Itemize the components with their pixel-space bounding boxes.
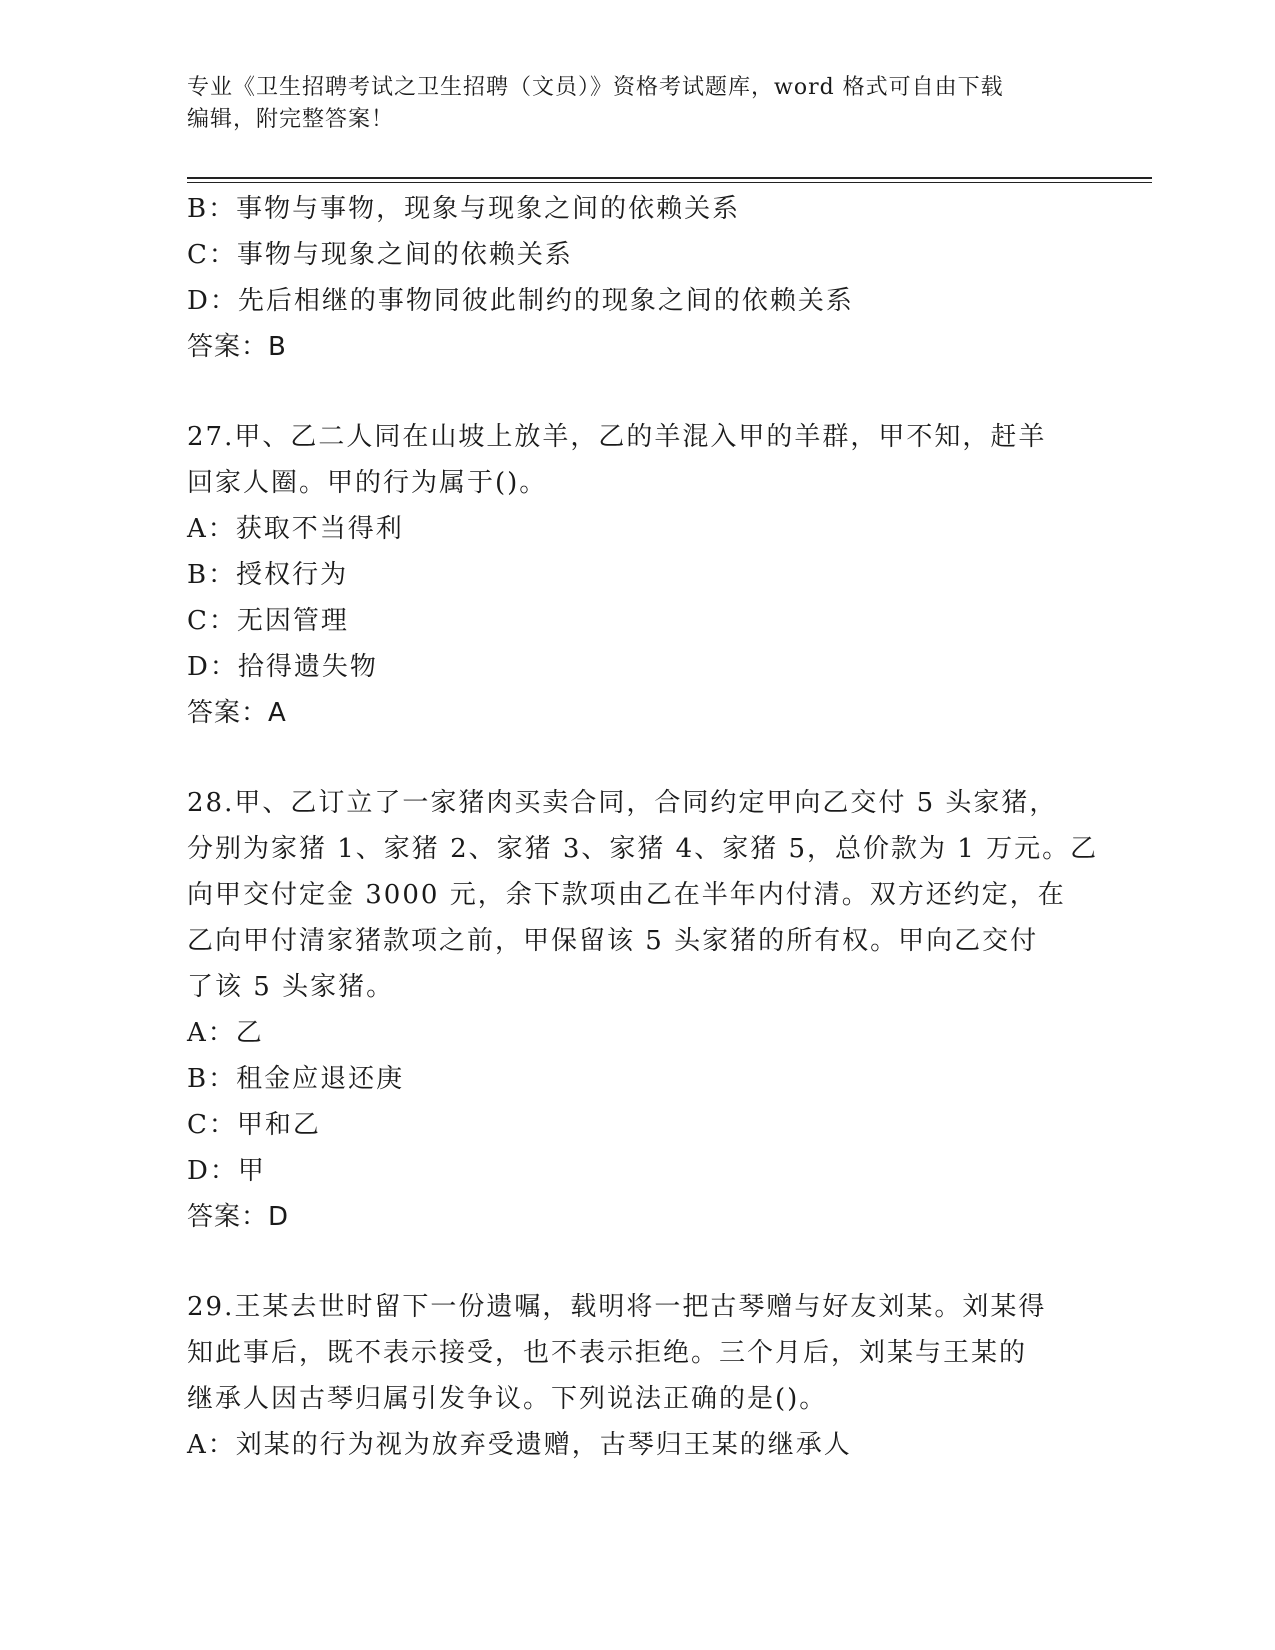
header-rule-thin	[187, 182, 1152, 183]
question-stem-line: 27.甲、乙二人同在山坡上放羊，乙的羊混入甲的羊群，甲不知，赶羊	[187, 422, 1047, 452]
option-d: D：拾得遗失物	[187, 652, 378, 682]
question-stem-line: 29.王某去世时留下一份遗嘱，载明将一把古琴赠与好友刘某。刘某得	[187, 1292, 1047, 1322]
option-c: C：事物与现象之间的依赖关系	[187, 240, 573, 270]
question-stem-line: 乙向甲付清家猪款项之前，甲保留该 5 头家猪的所有权。甲向乙交付	[187, 926, 1039, 956]
option-a: A：获取不当得利	[187, 514, 404, 544]
question-stem-line: 了该 5 头家猪。	[187, 972, 395, 1002]
option-b: B：事物与事物，现象与现象之间的依赖关系	[187, 194, 741, 224]
option-c: C：甲和乙	[187, 1110, 321, 1140]
option-d: D：甲	[187, 1156, 266, 1186]
question-list	[187, 186, 1099, 1468]
question-stem-line: 继承人因古琴归属引发争议。下列说法正确的是()。	[187, 1384, 828, 1414]
question-28	[187, 780, 1099, 1240]
question-stem-line: 知此事后，既不表示接受，也不表示拒绝。三个月后，刘某与王某的	[187, 1338, 1028, 1368]
header-line-1: 专业《卫生招聘考试之卫生招聘（文员）》资格考试题库，word 格式可自由下载	[187, 75, 1004, 100]
question-stem-line: 28.甲、乙订立了一家猪肉买卖合同，合同约定甲向乙交付 5 头家猪，	[187, 788, 1058, 818]
question-stem-line: 回家人圈。甲的行为属于()。	[187, 468, 548, 498]
answer: 答案：B	[187, 332, 287, 362]
question-stem-line: 向甲交付定金 3000 元，余下款项由乙在半年内付清。双方还约定，在	[187, 880, 1066, 910]
spacer	[187, 1240, 1087, 1284]
question-stem-line: 分别为家猪 1、家猪 2、家猪 3、家猪 4、家猪 5，总价款为 1 万元。乙	[187, 834, 1099, 864]
spacer	[187, 370, 1087, 414]
question-27	[187, 414, 1087, 736]
question-29	[187, 1284, 1087, 1468]
option-c: C：无因管理	[187, 606, 349, 636]
answer: 答案：A	[187, 698, 287, 728]
document-header	[187, 72, 1087, 136]
header-rule-thick	[187, 177, 1152, 179]
question-26-tail	[187, 186, 1087, 370]
option-d: D：先后相继的事物同彼此制约的现象之间的依赖关系	[187, 286, 854, 316]
option-a: A：刘某的行为视为放弃受遗赠，古琴归王某的继承人	[187, 1430, 852, 1460]
answer: 答案：D	[187, 1202, 290, 1232]
option-b: B：授权行为	[187, 560, 349, 590]
header-line-2: 编辑，附完整答案！	[187, 107, 395, 132]
option-a: A：乙	[187, 1018, 264, 1048]
spacer	[187, 736, 1087, 780]
option-b: B：租金应退还庚	[187, 1064, 405, 1094]
